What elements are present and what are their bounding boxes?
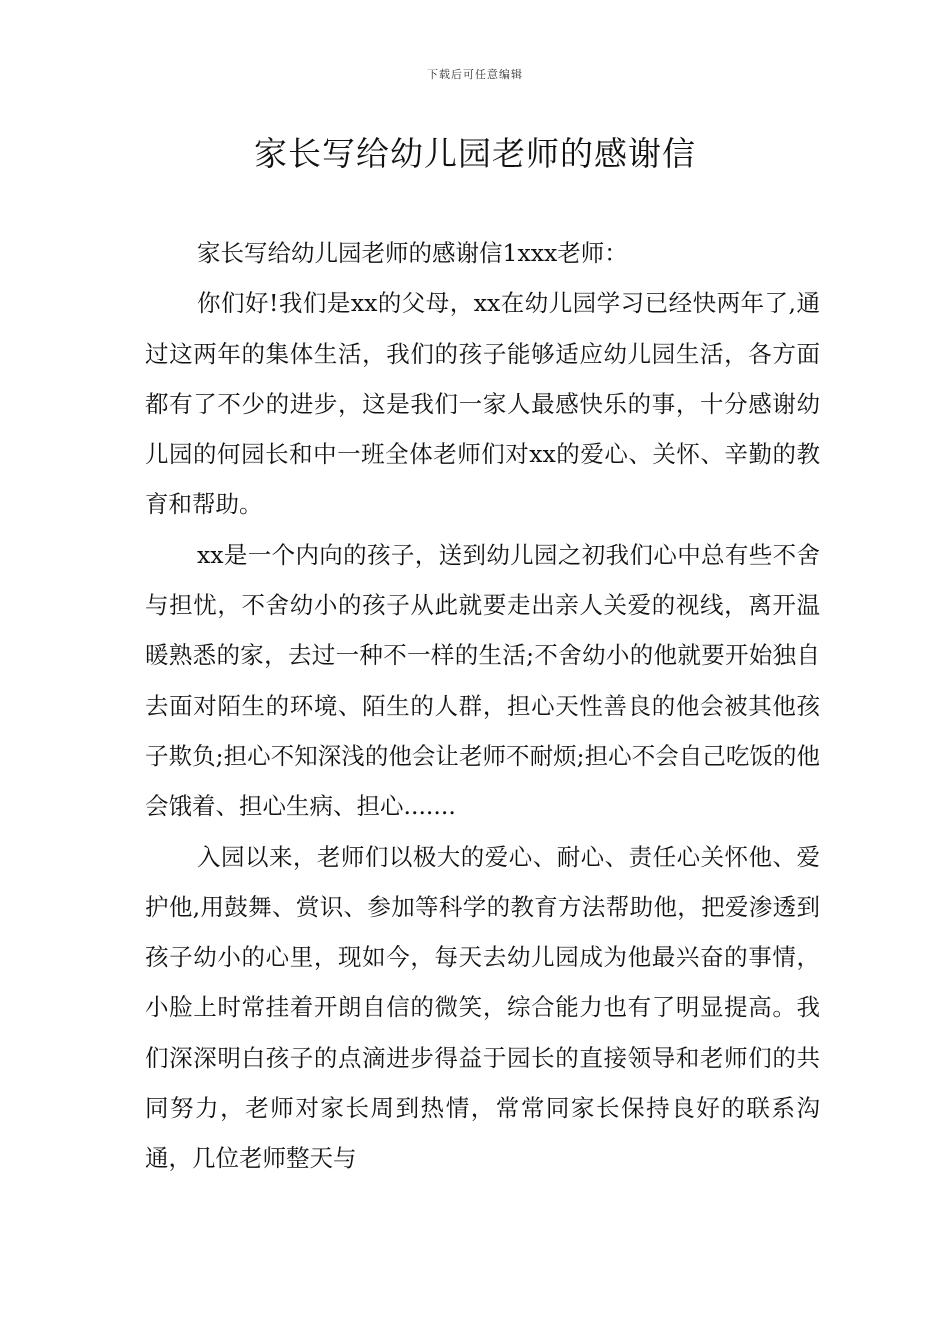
letter-paragraph: xx是一个内向的孩子，送到幼儿园之初我们心中总有些不舍与担忧，不舍幼小的孩子从此就要走出亲人关爱的视线，离开温暖熟悉的家，去过一种不一样的生活;不舍幼小的他就要开始独自去面对陌生的环境、陌生的人群，担心天性善良的他会被其他孩子欺负;担心不知深浅的他会让老师不耐烦;担心不会自己吃饭的他会饿着、担心生病、担心....... (145, 540, 820, 821)
letter-greeting: 家长写给幼儿园老师的感谢信1xxx老师： (197, 239, 628, 267)
letter-paragraph: 入园以来，老师们以极大的爱心、耐心、责任心关怀他、爱护他,用鼓舞、赏识、参加等科学的教育方法帮助他，把爱渗透到孩子幼小的心里，现如今，每天去幼儿园成为他最兴奋的事情，小脸上时常挂着开朗自信的微笑，综合能力也有了明显提高。我们深深明白孩子的点滴进步得益于园长的直接领导和老师们的共同努力，老师对家长周到热情，常常同家长保持良好的联系沟通，几位老师整天与 (145, 842, 820, 1173)
header-note: 下载后可任意编辑 (427, 68, 523, 81)
letter-paragraph: 你们好!我们是xx的父母，xx在幼儿园学习已经快两年了,通过这两年的集体生活，我们的孩子能够适应幼儿园生活，各方面都有了不少的进步，这是我们一家人最感快乐的事，十分感谢幼儿园的何园长和中一班全体老师们对xx的爱心、关怀、辛勤的教育和帮助。 (145, 289, 820, 519)
letter-body (145, 228, 820, 1184)
document-title: 家长写给幼儿园老师的感谢信 (254, 134, 696, 173)
